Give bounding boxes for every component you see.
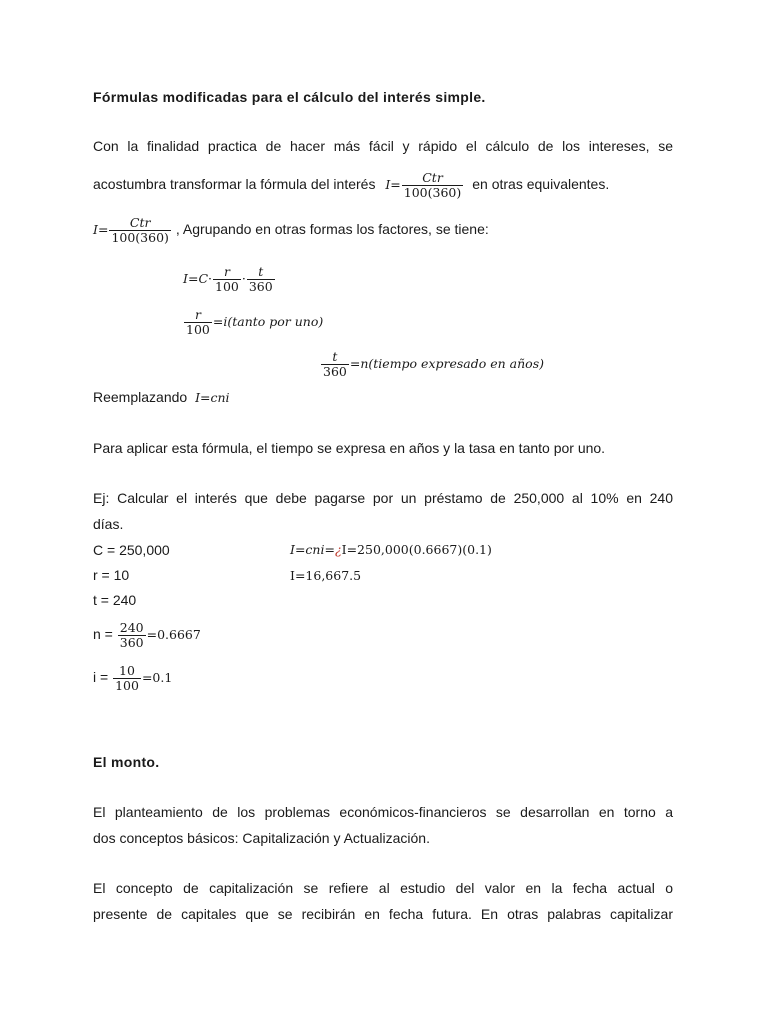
paragraph-line: dos conceptos básicos: Capitalización y Actualización. xyxy=(93,830,430,846)
fraction: $\frac{t}{360}$ xyxy=(323,349,347,379)
fraction: $\frac{r}{100}$ xyxy=(215,264,239,294)
example-calc: I=cni=¿I=250,000(0.6667)(0.1) xyxy=(290,542,492,557)
paragraph-line: Con la finalidad practica de hacer más fácil y rápido el cálculo de los intereses, se xyxy=(93,138,673,154)
fraction: $\frac{\text{Ctr}}{100(360)}$ xyxy=(111,215,169,245)
fraction: $\frac{240}{360}$ xyxy=(119,620,144,650)
paragraph-line: presente de capitales que se recibirán en fecha futura. En otras palabras capitalizar xyxy=(93,906,673,922)
section-heading-interes-simple: Fórmulas modificadas para el cálculo del interés simple. xyxy=(93,89,486,105)
example-line: días. xyxy=(93,516,124,532)
formula-time: $\frac{t}{360}$ =n(tiempo expresado en años) xyxy=(323,349,544,379)
fraction: $\frac{t}{360}$ xyxy=(248,264,273,294)
error-glyph: ¿ xyxy=(334,542,342,557)
interest-formula: I= $\frac{\text{Ctr}}{100(360)}$ xyxy=(93,215,169,245)
interest-formula: I= $\frac{\text{Ctr}}{100(360)}$ xyxy=(385,170,462,200)
fraction: $\frac{r}{100}$ xyxy=(186,307,210,337)
section-heading-monto: El monto. xyxy=(93,754,160,770)
formula-grouped: I=C· $\frac{r}{100}$ · $\frac{t}{360}$ xyxy=(183,264,273,294)
formula-cni: I=cni xyxy=(195,390,230,405)
example-capital: C = 250,000 xyxy=(93,542,170,558)
paragraph-line: El concepto de capitalización se refiere al estudio del valor en la fecha actual o xyxy=(93,880,673,896)
paragraph-text: en otras equivalentes. xyxy=(472,176,610,192)
example-rate: r = 10 xyxy=(93,567,130,583)
paragraph-line-with-formula xyxy=(93,171,673,200)
example-n: n = $\frac{240}{360}$ =0.6667 xyxy=(93,620,201,650)
fraction: $\frac{\text{Ctr}}{100(360)}$ xyxy=(403,170,462,200)
example-result: I=16,667.5 xyxy=(290,568,362,583)
paragraph-text: , Agrupando en otras formas los factores, se tiene: xyxy=(175,221,489,237)
paragraph-line: El planteamiento de los problemas económicos-financieros se desarrollan en torno a xyxy=(93,804,673,820)
example-i: i = $\frac{10}{100}$ =0.1 xyxy=(93,663,173,693)
replacing-label: Reemplazando xyxy=(93,389,188,405)
paragraph-line: Para aplicar esta fórmula, el tiempo se expresa en años y la tasa en tanto por uno. xyxy=(93,440,606,456)
formula-rate: $\frac{r}{100}$ =i(tanto por uno) xyxy=(186,307,324,337)
replacing-line xyxy=(93,387,230,408)
example-line: Ej: Calcular el interés que debe pagarse por un préstamo de 250,000 al 10% en 240 xyxy=(93,490,673,506)
paragraph-text: acostumbra transformar la fórmula del interés xyxy=(93,176,376,192)
fraction: $\frac{10}{100}$ xyxy=(115,663,139,693)
example-time: t = 240 xyxy=(93,592,137,608)
formula-line xyxy=(93,216,489,245)
